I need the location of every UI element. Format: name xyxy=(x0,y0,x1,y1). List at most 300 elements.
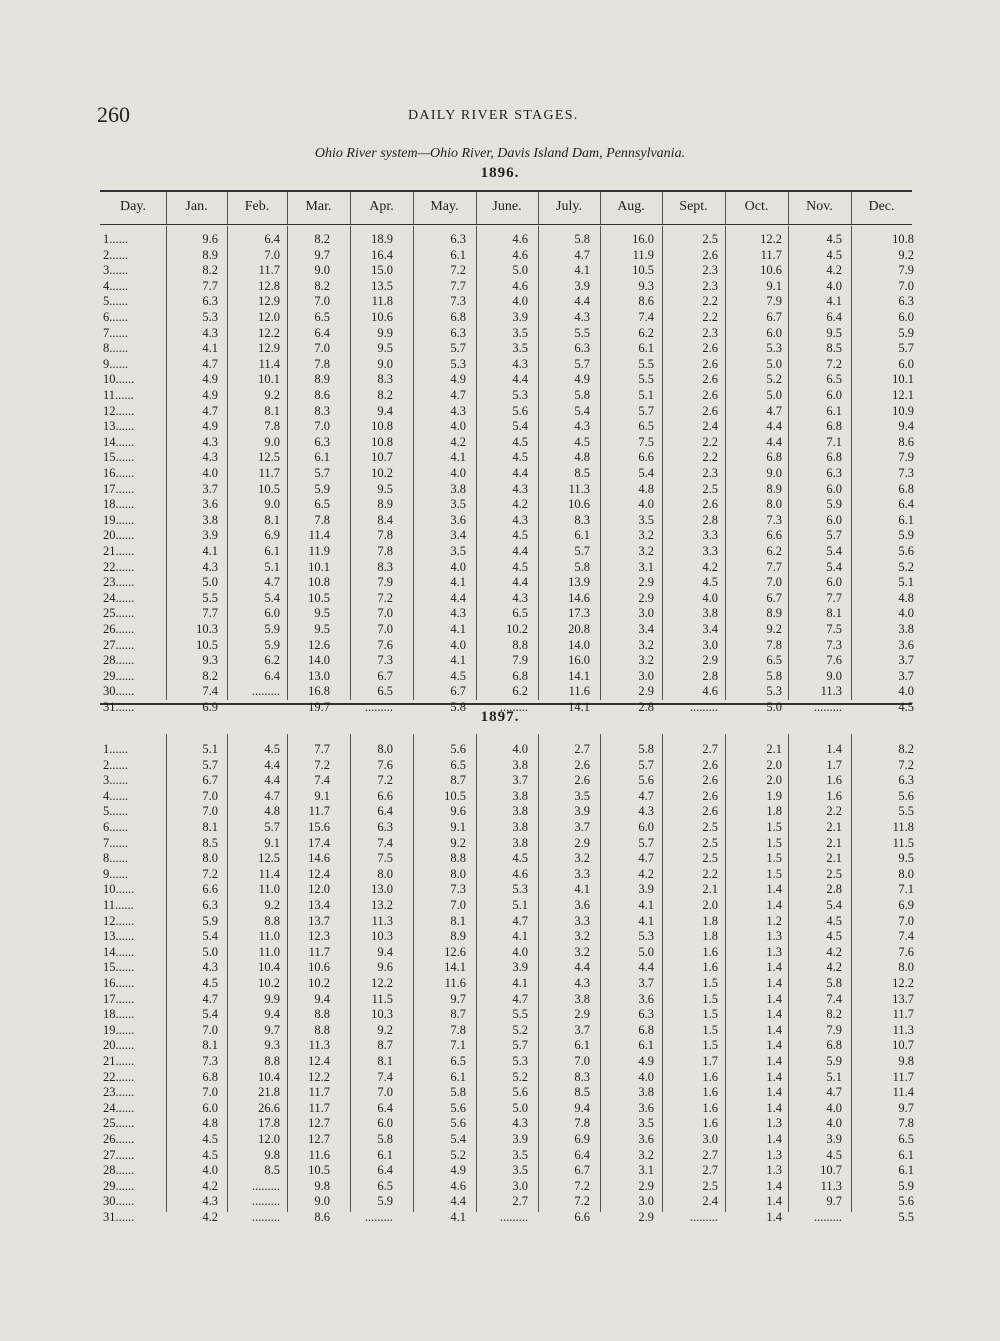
stage-value: 3.1 xyxy=(638,559,654,574)
stage-value: 7.9 xyxy=(898,450,914,465)
stage-value: 3.8 xyxy=(512,757,528,772)
stage-value: 1.3 xyxy=(766,1163,782,1178)
stage-value: 4.4 xyxy=(512,466,528,480)
stage-value: 5.1 xyxy=(202,742,218,756)
stage-value: 9.0 xyxy=(377,356,393,371)
stage-value: 2.6 xyxy=(574,757,590,772)
stage-value: 4.7 xyxy=(574,247,590,262)
stage-value: 13.7 xyxy=(892,991,914,1006)
stage-value: 20.8 xyxy=(568,622,590,636)
stage-value: 8.9 xyxy=(766,481,782,496)
stage-value: 3.1 xyxy=(638,1163,654,1178)
stage-value: 3.4 xyxy=(638,622,654,636)
stage-value: 2.8 xyxy=(638,700,654,714)
stage-value: 4.7 xyxy=(202,991,218,1006)
stage-value: 6.7 xyxy=(766,310,782,324)
stage-value: 3.3 xyxy=(702,528,718,543)
stage-value: 7.7 xyxy=(766,559,782,574)
stage-value: 15.6 xyxy=(308,820,330,834)
stage-value: 2.4 xyxy=(702,419,718,434)
stage-value: 3.9 xyxy=(512,1132,528,1146)
stage-value: 5.2 xyxy=(766,372,782,387)
stage-value: 9.2 xyxy=(264,898,280,912)
stage-value: 4.0 xyxy=(450,637,466,652)
day-label: 24...... xyxy=(103,590,135,605)
stage-value: 8.1 xyxy=(826,606,842,621)
stage-value: 4.6 xyxy=(512,247,528,262)
stage-value: 1.5 xyxy=(766,820,782,834)
stage-value: 8.0 xyxy=(898,866,914,881)
stage-value: 6.2 xyxy=(512,684,528,699)
stage-value: 15.0 xyxy=(371,263,393,278)
stage-value: ......... xyxy=(813,1210,842,1224)
stage-value: 4.3 xyxy=(574,976,590,990)
stage-value: 9.7 xyxy=(450,991,466,1006)
stage-value: 6.7 xyxy=(766,590,782,605)
stage-value: 5.7 xyxy=(574,356,590,371)
stage-value: 8.5 xyxy=(574,466,590,480)
stage-value: 7.4 xyxy=(377,1069,393,1084)
header-rule-top xyxy=(100,190,912,192)
stage-value: 6.8 xyxy=(638,1022,654,1037)
stage-value: 6.2 xyxy=(264,653,280,668)
stage-value: 12.2 xyxy=(258,325,280,340)
stage-value: 6.6 xyxy=(377,788,393,803)
stage-value: 5.8 xyxy=(826,976,842,990)
stage-value: 8.2 xyxy=(826,1007,842,1022)
stage-value: 1.8 xyxy=(702,913,718,928)
stage-value: 1.6 xyxy=(702,1069,718,1084)
stage-value: 7.0 xyxy=(314,341,330,356)
stage-value: 2.3 xyxy=(702,278,718,293)
column-rule xyxy=(600,734,601,1212)
stage-value: 12.6 xyxy=(308,637,330,652)
stage-value: 4.9 xyxy=(202,419,218,434)
stage-value: 5.7 xyxy=(638,835,654,850)
stage-value: 5.4 xyxy=(638,466,654,480)
stage-value: 13.5 xyxy=(371,278,393,293)
stage-value: 4.9 xyxy=(202,372,218,387)
stage-value: 7.2 xyxy=(574,1194,590,1209)
stage-value: 6.0 xyxy=(202,1100,218,1115)
stage-value: 5.4 xyxy=(826,898,842,912)
stage-value: 1.4 xyxy=(766,1022,782,1037)
stage-value: 5.6 xyxy=(898,544,914,558)
stage-value: 6.7 xyxy=(450,684,466,699)
day-label: 1...... xyxy=(103,742,128,756)
stage-value: 14.1 xyxy=(568,668,590,683)
stage-value: 4.3 xyxy=(202,325,218,340)
stage-value: 5.2 xyxy=(450,1147,466,1162)
stage-value: 4.7 xyxy=(264,788,280,803)
stage-value: 10.1 xyxy=(258,372,280,387)
stage-value: 4.5 xyxy=(826,913,842,928)
stage-value: 6.3 xyxy=(826,466,842,480)
stage-value: 6.9 xyxy=(202,700,218,714)
stage-value: 5.6 xyxy=(898,1194,914,1209)
day-label: 24...... xyxy=(103,1100,135,1115)
stage-value: 7.3 xyxy=(377,653,393,668)
stage-value: 7.0 xyxy=(377,1085,393,1100)
stage-value: 6.8 xyxy=(826,450,842,465)
stage-value: 13.4 xyxy=(308,898,330,912)
stage-value: 7.2 xyxy=(314,757,330,772)
stage-value: 7.3 xyxy=(766,512,782,527)
stage-value: 6.0 xyxy=(898,356,914,371)
stage-value: 6.3 xyxy=(898,294,914,309)
day-label: 18...... xyxy=(103,1007,135,1022)
stage-value: 11.7 xyxy=(258,466,280,480)
stage-value: 9.5 xyxy=(826,325,842,340)
stage-value: 4.5 xyxy=(202,1147,218,1162)
day-label: 10...... xyxy=(103,882,135,897)
column-rule xyxy=(851,734,852,1212)
stage-value: 8.6 xyxy=(898,434,914,449)
stage-value: 1.5 xyxy=(702,976,718,990)
stage-value: 5.4 xyxy=(202,1007,218,1022)
stage-value: 4.2 xyxy=(702,559,718,574)
stage-value: 11.8 xyxy=(371,294,393,309)
stage-value: 2.5 xyxy=(702,851,718,866)
stage-value: 6.8 xyxy=(450,310,466,324)
stage-value: 4.0 xyxy=(638,497,654,512)
stage-value: 5.1 xyxy=(638,388,654,402)
stage-value: 6.5 xyxy=(898,1132,914,1146)
stage-value: 3.4 xyxy=(702,622,718,636)
stage-value: ......... xyxy=(813,700,842,714)
stage-value: 8.5 xyxy=(202,835,218,850)
stage-value: ......... xyxy=(364,700,393,714)
stage-value: 4.9 xyxy=(638,1054,654,1068)
stage-value: 7.3 xyxy=(898,466,914,480)
stage-value: 12.7 xyxy=(308,1116,330,1131)
stage-value: 11.7 xyxy=(308,1100,330,1115)
stage-value: 8.2 xyxy=(314,278,330,293)
stage-value: 9.5 xyxy=(377,481,393,496)
column-header: Sept. xyxy=(679,199,708,214)
stage-value: 11.4 xyxy=(258,866,280,881)
stage-value: 3.8 xyxy=(512,804,528,819)
stage-value: 6.1 xyxy=(898,1147,914,1162)
stage-value: 12.4 xyxy=(308,866,330,881)
stage-value: 8.2 xyxy=(377,388,393,402)
stage-value: 11.3 xyxy=(568,481,590,496)
stage-value: 4.1 xyxy=(574,882,590,897)
year-heading-1897: 1897. xyxy=(480,709,520,725)
stage-value: 5.5 xyxy=(202,590,218,605)
stage-value: 3.0 xyxy=(702,1132,718,1146)
stage-value: 17.4 xyxy=(308,835,330,850)
stage-value: 1.4 xyxy=(766,882,782,897)
stage-value: 11.3 xyxy=(820,684,842,699)
stage-value: 8.2 xyxy=(898,742,914,756)
stage-value: 4.0 xyxy=(512,742,528,756)
stage-value: 12.9 xyxy=(258,294,280,309)
stage-value: 6.1 xyxy=(574,1038,590,1053)
column-rule xyxy=(538,192,539,224)
stage-value: 11.7 xyxy=(308,944,330,959)
stage-value: 3.8 xyxy=(450,481,466,496)
stage-value: ......... xyxy=(689,1210,718,1224)
stage-value: 10.7 xyxy=(820,1163,842,1178)
stage-value: 2.8 xyxy=(826,882,842,897)
stage-value: 6.4 xyxy=(264,668,280,683)
stage-value: 6.3 xyxy=(638,1007,654,1022)
stage-value: 2.7 xyxy=(702,1163,718,1178)
stage-value: 2.6 xyxy=(702,247,718,262)
stage-value: 4.2 xyxy=(826,263,842,278)
stage-value: 3.7 xyxy=(512,773,528,788)
stage-value: 4.4 xyxy=(574,294,590,309)
stage-value: 5.8 xyxy=(377,1132,393,1146)
stage-value: 1.5 xyxy=(702,1007,718,1022)
stage-value: 12.0 xyxy=(258,310,280,324)
stage-value: 7.0 xyxy=(202,1022,218,1037)
stage-value: 9.7 xyxy=(898,1100,914,1115)
stage-value: 9.6 xyxy=(202,232,218,246)
stage-value: 6.1 xyxy=(638,341,654,356)
stage-value: 5.5 xyxy=(638,372,654,387)
stage-value: 8.5 xyxy=(826,341,842,356)
stage-value: 12.2 xyxy=(892,976,914,990)
stage-value: 10.4 xyxy=(258,960,280,975)
stage-value: 6.8 xyxy=(202,1069,218,1084)
stage-value: 10.6 xyxy=(308,960,330,975)
stage-value: 10.2 xyxy=(308,976,330,990)
stage-value: 4.0 xyxy=(638,1069,654,1084)
column-header: Day. xyxy=(120,199,146,214)
column-rule xyxy=(166,734,167,1212)
stage-value: 10.2 xyxy=(506,622,528,636)
stage-value: 6.5 xyxy=(450,1054,466,1068)
stage-value: 1.4 xyxy=(766,1085,782,1100)
stage-value: 11.4 xyxy=(892,1085,914,1100)
stage-value: 2.9 xyxy=(638,1210,654,1224)
stage-value: 6.6 xyxy=(638,450,654,465)
page-number: 260 xyxy=(97,102,130,127)
stage-value: 13.9 xyxy=(568,575,590,590)
stage-value: 14.0 xyxy=(308,653,330,668)
stage-value: 2.7 xyxy=(702,1147,718,1162)
stage-value: 4.8 xyxy=(574,450,590,465)
stage-value: 4.1 xyxy=(450,1210,466,1224)
stage-value: 2.1 xyxy=(826,820,842,834)
stage-value: 3.5 xyxy=(638,512,654,527)
stage-value: 4.7 xyxy=(512,991,528,1006)
stage-value: 6.6 xyxy=(574,1210,590,1224)
stage-value: 5.7 xyxy=(202,757,218,772)
stage-value: 2.5 xyxy=(702,1178,718,1193)
stage-value: 6.5 xyxy=(766,653,782,668)
column-rule xyxy=(287,226,288,700)
stage-value: 2.9 xyxy=(638,590,654,605)
stage-value: 8.1 xyxy=(377,1054,393,1068)
stage-value: 9.1 xyxy=(264,835,280,850)
stage-value: 4.9 xyxy=(450,1163,466,1178)
stage-value: 8.7 xyxy=(450,773,466,788)
stage-value: 9.7 xyxy=(264,1022,280,1037)
stage-value: 7.8 xyxy=(264,419,280,434)
stage-value: 2.1 xyxy=(826,835,842,850)
stage-value: 3.2 xyxy=(574,851,590,866)
stage-value: 1.7 xyxy=(826,757,842,772)
stage-value: 2.2 xyxy=(826,804,842,819)
stage-value: 4.7 xyxy=(638,851,654,866)
stage-value: 19.7 xyxy=(308,700,330,714)
stage-value: 8.8 xyxy=(264,1054,280,1068)
stage-value: 5.5 xyxy=(638,356,654,371)
stage-value: 3.6 xyxy=(898,637,914,652)
column-rule xyxy=(538,226,539,700)
stage-value: 3.0 xyxy=(638,668,654,683)
stage-value: 3.7 xyxy=(638,976,654,990)
stage-value: 12.4 xyxy=(308,1054,330,1068)
stage-value: 1.4 xyxy=(766,976,782,990)
stage-value: 11.7 xyxy=(760,247,782,262)
stage-value: 4.0 xyxy=(826,1116,842,1131)
column-header: Dec. xyxy=(868,199,895,214)
stage-value: 7.8 xyxy=(314,356,330,371)
stage-value: 12.2 xyxy=(308,1069,330,1084)
stage-value: 21.8 xyxy=(258,1085,280,1100)
day-label: 30...... xyxy=(103,684,135,699)
stage-value: 5.6 xyxy=(638,773,654,788)
stage-value: 9.1 xyxy=(766,278,782,293)
stage-value: 2.6 xyxy=(702,804,718,819)
stage-value: 11.6 xyxy=(308,1147,330,1162)
stage-value: 1.8 xyxy=(766,804,782,819)
stage-value: 8.0 xyxy=(202,851,218,866)
stage-value: 8.8 xyxy=(314,1022,330,1037)
stage-value: 10.2 xyxy=(258,976,280,990)
stage-value: 7.8 xyxy=(377,528,393,543)
stage-value: 12.5 xyxy=(258,851,280,866)
stage-value: 5.2 xyxy=(512,1069,528,1084)
stage-value: 8.9 xyxy=(202,247,218,262)
day-label: 31...... xyxy=(103,1210,135,1224)
stage-value: 11.9 xyxy=(632,247,654,262)
day-label: 25...... xyxy=(103,606,135,621)
stage-value: 3.5 xyxy=(512,1163,528,1178)
stage-value: 8.0 xyxy=(450,866,466,881)
stage-value: 6.3 xyxy=(898,773,914,788)
stage-value: 8.4 xyxy=(377,512,393,527)
stage-value: 8.9 xyxy=(450,929,466,944)
stage-value: 3.6 xyxy=(638,991,654,1006)
stage-value: 2.6 xyxy=(574,773,590,788)
running-head: DAILY RIVER STAGES. xyxy=(408,108,579,123)
stage-value: 1.4 xyxy=(766,1069,782,1084)
stage-value: 7.4 xyxy=(638,310,654,324)
stage-value: 3.5 xyxy=(450,497,466,512)
day-label: 12...... xyxy=(103,913,135,928)
stage-value: 6.3 xyxy=(202,294,218,309)
stage-value: 5.1 xyxy=(512,898,528,912)
stage-value: 6.0 xyxy=(638,820,654,834)
stage-value: 14.1 xyxy=(444,960,466,975)
stage-value: 4.6 xyxy=(512,866,528,881)
stage-value: 9.4 xyxy=(574,1100,590,1115)
stage-value: 4.0 xyxy=(826,278,842,293)
day-label: 21...... xyxy=(103,1054,135,1068)
day-label: 15...... xyxy=(103,960,135,975)
stage-value: 7.1 xyxy=(450,1038,466,1053)
stage-value: 1.6 xyxy=(826,788,842,803)
stage-value: 9.0 xyxy=(264,434,280,449)
stage-value: 9.4 xyxy=(377,403,393,418)
stage-value: 8.3 xyxy=(574,1069,590,1084)
stage-value: ......... xyxy=(499,1210,528,1224)
column-rule xyxy=(413,192,414,224)
day-label: 18...... xyxy=(103,497,135,512)
stage-value: 3.2 xyxy=(638,653,654,668)
stage-value: 7.0 xyxy=(202,788,218,803)
stage-value: 5.4 xyxy=(202,929,218,944)
stage-value: 11.3 xyxy=(892,1022,914,1037)
stage-value: 1.4 xyxy=(766,960,782,975)
stage-value: 4.6 xyxy=(512,278,528,293)
stage-value: 7.0 xyxy=(766,575,782,590)
stage-value: 2.0 xyxy=(766,757,782,772)
stage-value: 9.4 xyxy=(898,419,914,434)
stage-value: 6.1 xyxy=(574,528,590,543)
day-label: 26...... xyxy=(103,622,135,636)
stage-value: 3.2 xyxy=(638,528,654,543)
stage-value: 4.9 xyxy=(202,388,218,402)
stage-value: 5.3 xyxy=(512,882,528,897)
stage-value: 3.3 xyxy=(574,913,590,928)
day-label: 4...... xyxy=(103,278,128,293)
stage-value: 5.9 xyxy=(898,1178,914,1193)
stage-value: 9.9 xyxy=(264,991,280,1006)
stage-value: 5.8 xyxy=(450,700,466,714)
day-label: 26...... xyxy=(103,1132,135,1146)
day-label: 29...... xyxy=(103,668,135,683)
stage-value: 4.0 xyxy=(202,1163,218,1178)
stage-value: 7.4 xyxy=(898,929,914,944)
day-label: 6...... xyxy=(103,310,128,324)
day-label: 3...... xyxy=(103,263,128,278)
stage-value: 6.4 xyxy=(377,1100,393,1115)
stage-value: 4.5 xyxy=(826,929,842,944)
stage-value: 5.9 xyxy=(377,1194,393,1209)
stage-value: 3.3 xyxy=(574,866,590,881)
stage-value: 5.5 xyxy=(574,325,590,340)
stage-value: 9.2 xyxy=(766,622,782,636)
stage-value: 7.8 xyxy=(898,1116,914,1131)
stage-value: 4.0 xyxy=(898,684,914,699)
stage-value: 7.7 xyxy=(314,742,330,756)
stage-value: 2.2 xyxy=(702,866,718,881)
stage-value: 9.0 xyxy=(314,263,330,278)
column-rule xyxy=(166,192,167,224)
stage-value: 9.3 xyxy=(638,278,654,293)
stage-value: 2.9 xyxy=(702,653,718,668)
day-label: 20...... xyxy=(103,1038,135,1053)
stage-value: 3.5 xyxy=(574,788,590,803)
stage-value: 5.0 xyxy=(766,700,782,714)
stage-value: 6.4 xyxy=(898,497,914,512)
stage-value: 10.9 xyxy=(892,403,914,418)
stage-value: 14.1 xyxy=(568,700,590,714)
stage-value: 5.9 xyxy=(264,637,280,652)
day-label: 5...... xyxy=(103,294,128,309)
column-rule xyxy=(227,192,228,224)
day-label: 12...... xyxy=(103,403,135,418)
stage-value: 12.5 xyxy=(258,450,280,465)
stage-value: 7.9 xyxy=(766,294,782,309)
stage-value: ......... xyxy=(689,700,718,714)
